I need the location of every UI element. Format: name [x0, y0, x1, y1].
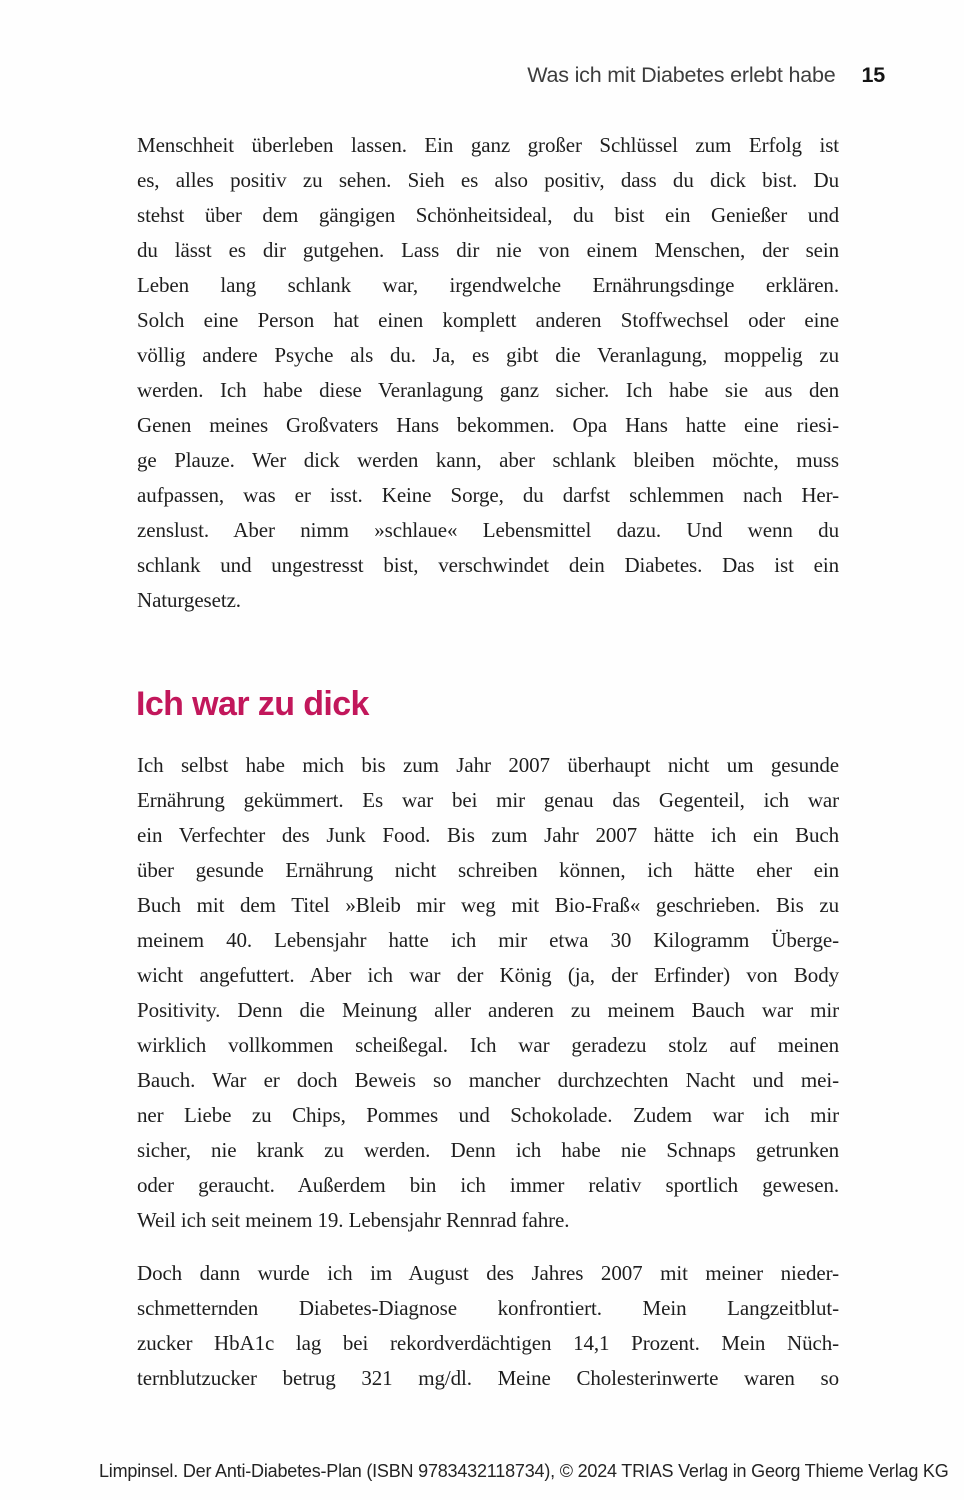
chapter-title: Was ich mit Diabetes erlebt habe — [527, 63, 836, 87]
text-line: oder geraucht. Außerdem bin ich immer relativ sportlich gewesen. — [137, 1173, 839, 1197]
text-line: Weil ich seit meinem 19. Lebensjahr Rennrad fahre. — [137, 1208, 570, 1232]
text-line: schlank und ungestresst bist, verschwindet dein Diabetes. Das ist ein — [137, 553, 839, 577]
text-line: Ich selbst habe mich bis zum Jahr 2007 überhaupt nicht um gesunde — [137, 753, 839, 777]
text-line: Leben lang schlank war, irgendwelche Ernährungsdinge erklären. — [137, 273, 839, 297]
text-line: ternblutzucker betrug 321 mg/dl. Meine Cholesterinwerte waren so — [137, 1366, 839, 1390]
text-line: aufpassen, was er isst. Keine Sorge, du darfst schlemmen nach Her- — [137, 483, 839, 507]
text-line: Buch mit dem Titel »Bleib mir weg mit Bio-Fraß« geschrieben. Bis zu — [137, 893, 839, 917]
text-line: Menschheit überleben lassen. Ein ganz großer Schlüssel zum Erfolg ist — [137, 133, 839, 157]
text-line: wicht angefuttert. Aber ich war der König (ja, der Erfinder) von Body — [137, 963, 839, 987]
page-number: 15 — [861, 63, 885, 87]
text-line: Doch dann wurde ich im August des Jahres 2007 mit meiner nieder- — [137, 1261, 839, 1285]
section-heading: Ich war zu dick — [136, 685, 369, 723]
text-line: sicher, nie krank zu werden. Denn ich habe nie Schnaps getrunken — [137, 1138, 839, 1162]
text-line: zenslust. Aber nimm »schlaue« Lebensmittel dazu. Und wenn du — [137, 518, 839, 542]
text-line: völlig andere Psyche als du. Ja, es gibt die Veranlagung, moppelig zu — [137, 343, 839, 367]
text-line: ge Plauze. Wer dick werden kann, aber schlank bleiben möchte, muss — [137, 448, 839, 472]
text-line: schmetternden Diabetes-Diagnose konfrontiert. Mein Langzeitblut- — [137, 1296, 839, 1320]
text-line: Genen meines Großvaters Hans bekommen. Opa Hans hatte eine riesi- — [137, 413, 839, 437]
text-line: ner Liebe zu Chips, Pommes und Schokolade. Zudem war ich mir — [137, 1103, 839, 1127]
running-header — [137, 62, 885, 88]
text-line: Ernährung gekümmert. Es war bei mir genau das Gegenteil, ich war — [137, 788, 839, 812]
text-line: wirklich vollkommen scheißegal. Ich war geradezu stolz auf meinen — [137, 1033, 839, 1057]
paragraph — [137, 748, 839, 1238]
text-line: Solch eine Person hat einen komplett anderen Stoffwechsel oder eine — [137, 308, 839, 332]
footer-credit: Limpinsel. Der Anti-Diabetes-Plan (ISBN 9783432118734), © 2024 TRIAS Verlag in Georg Thieme Verlag KG — [99, 1461, 949, 1481]
text-line: zucker HbA1c lag bei rekordverdächtigen 14,1 Prozent. Mein Nüch- — [137, 1331, 839, 1355]
text-line: über gesunde Ernährung nicht schreiben können, ich hätte eher ein — [137, 858, 839, 882]
text-line: Naturgesetz. — [137, 588, 241, 612]
text-line: stehst über dem gängigen Schönheitsideal, du bist ein Genießer und — [137, 203, 839, 227]
text-line: du lässt es dir gutgehen. Lass dir nie von einem Menschen, der sein — [137, 238, 839, 262]
text-line: werden. Ich habe diese Veranlagung ganz sicher. Ich habe sie aus den — [137, 378, 839, 402]
paragraph — [137, 128, 839, 618]
text-line: meinem 40. Lebensjahr hatte ich mir etwa 30 Kilogramm Überge- — [137, 928, 839, 952]
text-line: Bauch. War er doch Beweis so mancher durchzechten Nacht und mei- — [137, 1068, 839, 1092]
text-line: Positivity. Denn die Meinung aller anderen zu meinem Bauch war mir — [137, 998, 839, 1022]
text-line: es, alles positiv zu sehen. Sieh es also positiv, dass du dick bist. Du — [137, 168, 839, 192]
paragraph — [137, 1256, 839, 1396]
text-line: ein Verfechter des Junk Food. Bis zum Jahr 2007 hätte ich ein Buch — [137, 823, 839, 847]
